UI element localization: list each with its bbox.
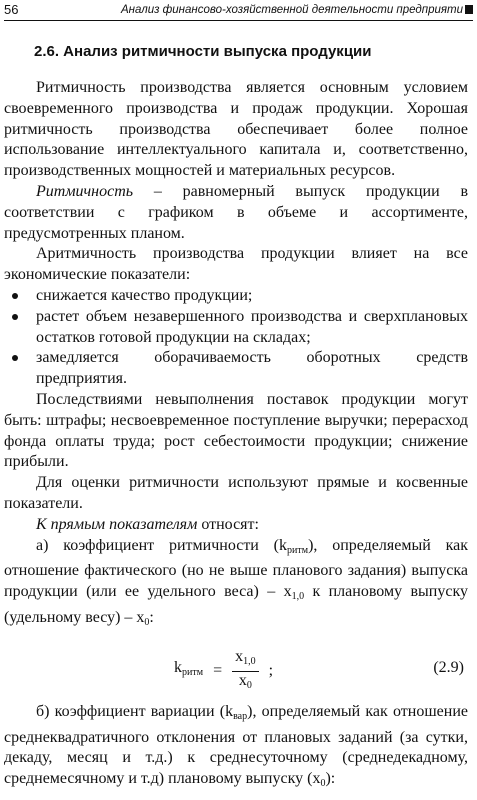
direct-indicators-rest: относят: xyxy=(197,515,259,533)
running-header xyxy=(4,0,473,21)
paragraph-rhythm-coefficient xyxy=(4,536,468,634)
page-number: 56 xyxy=(4,2,19,17)
body-text xyxy=(4,78,468,795)
subscript: 0 xyxy=(144,616,150,628)
paragraph-rhythm-term xyxy=(4,182,468,244)
bullet-list xyxy=(4,286,468,390)
formula-semicolon: ; xyxy=(268,661,274,679)
formula-equals: = xyxy=(213,661,223,679)
term-direct-indicators: К прямым показателям xyxy=(36,515,198,533)
list-item-text: снижается качество продукции; xyxy=(36,286,253,304)
list-item-text: замедляется оборачиваемость оборотных средств предприятия. xyxy=(36,349,468,388)
section-heading: 2.6. Анализ ритмичности выпуска продукции xyxy=(34,43,372,60)
running-title: Анализ финансово-хозяйственной деятельности предприяти xyxy=(120,4,463,16)
formula-numerator xyxy=(232,648,259,672)
subscript: 0 xyxy=(320,778,326,790)
formula-lhs xyxy=(174,658,203,684)
paragraph-variation-coefficient xyxy=(4,702,468,795)
text-run: б) коэффициент вариации (k xyxy=(36,702,234,720)
list-item xyxy=(4,307,468,349)
paragraph-consequences: Последствиями невыполнения поставок продукции могут быть: штрафы; несвоевременное поступление выручки; перерасход фонда оплаты труда; рост себестоимости продукции; снижение прибыли. xyxy=(4,390,468,471)
subscript: вар xyxy=(233,710,248,722)
formula-expression xyxy=(174,648,273,695)
paragraph-arrhythmia: Аритмичность производства продукции влияет на все экономические показатели: xyxy=(4,245,468,284)
text-run: ), определяемый как отношение среднеквадратичного отклонения от плановых заданий (за сутки, декаду, месяц и т.д.) к среднесуточному (среднедекадному, среднемесячному и т.д) плановому выпуску (x xyxy=(4,702,468,788)
text-run: ), определяемый как отношение фактического (но не выше планового задания) выпуска продукции (или ее удельного веса) – x xyxy=(4,536,469,601)
list-item xyxy=(4,348,468,390)
text-run: : xyxy=(149,608,154,626)
formula-symbol: x xyxy=(235,647,244,665)
header-block-mark xyxy=(465,5,473,14)
paragraph-direct-indicators xyxy=(4,515,468,536)
text-run: а) коэффициент ритмичности (k xyxy=(36,536,288,554)
term-rhythm: Ритмичность xyxy=(36,182,134,200)
paragraph-indicators: Для оценки ритмичности используют прямые и косвенные показатели. xyxy=(4,474,468,512)
subscript: ритм xyxy=(287,544,309,556)
text-run: ): xyxy=(325,770,336,788)
formula-subscript: ритм xyxy=(182,667,204,679)
paragraph-rhythm-definition: Ритмичность производства является основным условием своевременного производства и продаж продукции. Хорошая ритмичность производства обеспечивает более полное использование интеллектуального капитала и, соответственно, производственных мощностей и материальных ресурсов. xyxy=(4,79,468,180)
subscript: 1,0 xyxy=(291,591,305,603)
formula-2-9 xyxy=(4,642,468,698)
bullet-icon xyxy=(12,355,18,361)
bullet-icon xyxy=(12,293,18,299)
formula-number: (2.9) xyxy=(433,658,464,676)
formula-fraction xyxy=(232,648,259,695)
formula-denominator xyxy=(232,672,259,695)
text-run: к плановому выпуску (удельному весу) – x xyxy=(4,583,468,626)
term-rhythm-definition: – равномерный выпуск продукции в соответствии с графиком в объеме и ассортименте, предусмотренных планом. xyxy=(4,182,468,242)
formula-subscript: 0 xyxy=(246,679,252,691)
formula-symbol: k xyxy=(174,659,182,677)
list-item-text: растет объем незавершенного производства и сверхплановых остатков готовой продукции на складах; xyxy=(36,307,468,346)
formula-subscript: 1,0 xyxy=(243,655,256,667)
list-item xyxy=(4,286,468,307)
formula-symbol: x xyxy=(238,671,247,689)
bullet-icon xyxy=(12,314,18,320)
